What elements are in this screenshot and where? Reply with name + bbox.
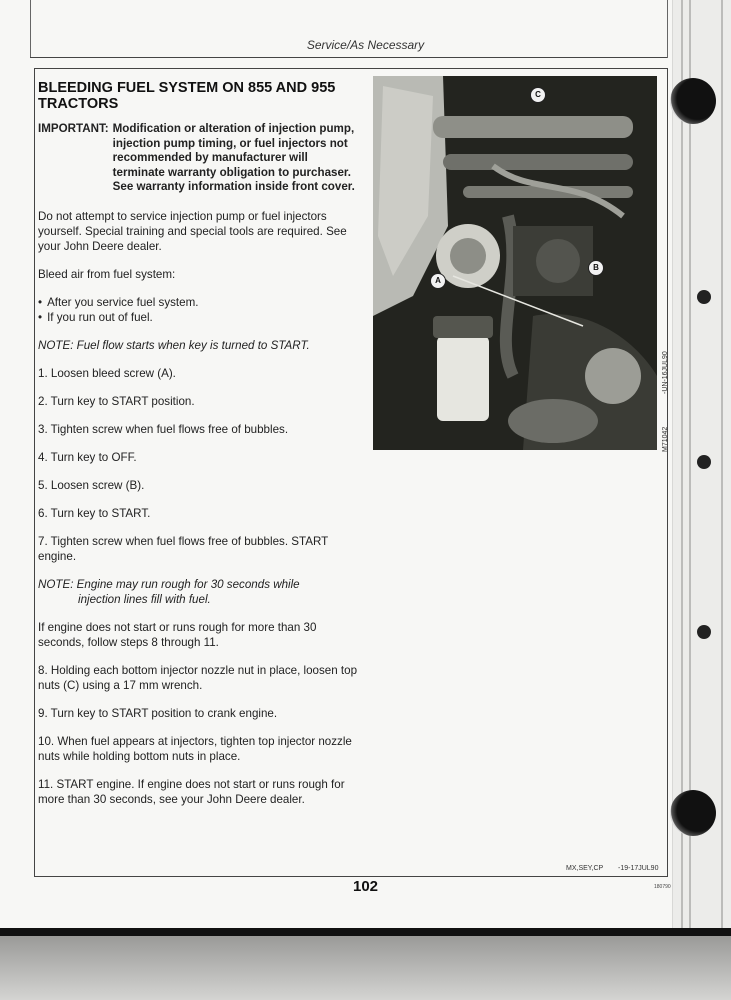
figure-un-code: -UN-16JUL90 xyxy=(662,351,669,394)
step-item: 1. Loosen bleed screw (A). xyxy=(38,366,176,380)
note-fuel-flow: NOTE: Fuel flow starts when key is turned to START. xyxy=(38,338,310,352)
callout-b: B xyxy=(588,260,604,276)
step-item: 7. Tighten screw when fuel flows free of bubbles. START engine. xyxy=(38,534,328,563)
step-item: 4. Turn key to OFF. xyxy=(38,450,137,464)
binder-ring-icon xyxy=(670,78,716,124)
callout-c: C xyxy=(530,87,546,103)
step-item: 8. Holding each bottom injector nozzle nut in place, loosen top nuts (C) using a 17 mm wrench. xyxy=(38,663,358,692)
engine-illustration xyxy=(373,76,657,450)
bleed-intro: Bleed air from fuel system: xyxy=(38,267,176,281)
binder-hole-icon xyxy=(697,625,711,639)
step-item: 6. Turn key to START. xyxy=(38,506,151,520)
doc-code: MX,SEY,CP xyxy=(566,865,604,872)
text-column xyxy=(38,80,358,820)
binder-ring-icon xyxy=(670,790,716,836)
figure-image-code: M71042 xyxy=(662,426,669,452)
bullet-list xyxy=(38,295,358,325)
callout-a: A xyxy=(430,273,446,289)
binder-hole-icon xyxy=(697,455,711,469)
binder-hole-icon xyxy=(697,290,711,304)
note-line: NOTE: Engine may run rough for 30 seconds while xyxy=(38,577,300,591)
running-head: Service/As Necessary xyxy=(306,38,425,52)
step-item: 9. Turn key to START position to crank engine. xyxy=(38,706,278,720)
note-rough-running xyxy=(38,577,358,607)
date-code: -19-17JUL90 xyxy=(618,865,659,872)
list-item: • After you service fuel system. xyxy=(38,295,358,310)
page-number: 102 xyxy=(352,878,379,895)
scan-bottom-edge xyxy=(0,928,731,1000)
intro-paragraph: Do not attempt to service injection pump or fuel injectors yourself. Special training and special tools are required. See your John Deere dealer. xyxy=(38,209,347,253)
section-title: BLEEDING FUEL SYSTEM ON 855 AND 955 TRACTORS xyxy=(38,80,336,112)
step-item: 2. Turn key to START position. xyxy=(38,394,195,408)
important-label: IMPORTANT: xyxy=(38,122,109,135)
important-text: Modification or alteration of injection pump, injection pump timing, or fuel injectors not recommended by manufacturer will terminate warranty obligation to purchaser. See warranty information inside front cover. xyxy=(112,122,355,193)
step-item: 3. Tighten screw when fuel flows free of bubbles. xyxy=(38,422,289,436)
tiny-code: 180790 xyxy=(654,884,671,890)
frame-line xyxy=(34,876,668,877)
frame-line xyxy=(30,57,668,58)
step-item: 5. Loosen screw (B). xyxy=(38,478,145,492)
important-notice xyxy=(38,122,358,195)
step-item: 10. When fuel appears at injectors, tighten top injector nozzle nuts while holding bottom nuts in place. xyxy=(38,734,352,763)
list-item: • If you run out of fuel. xyxy=(38,310,358,325)
note-line: injection lines fill with fuel. xyxy=(78,592,211,606)
engine-photo xyxy=(373,76,657,450)
followup-paragraph: If engine does not start or runs rough for more than 30 seconds, follow steps 8 through 11. xyxy=(38,620,317,649)
step-item: 11. START engine. If engine does not start or runs rough for more than 30 seconds, see your John Deere dealer. xyxy=(38,777,345,806)
